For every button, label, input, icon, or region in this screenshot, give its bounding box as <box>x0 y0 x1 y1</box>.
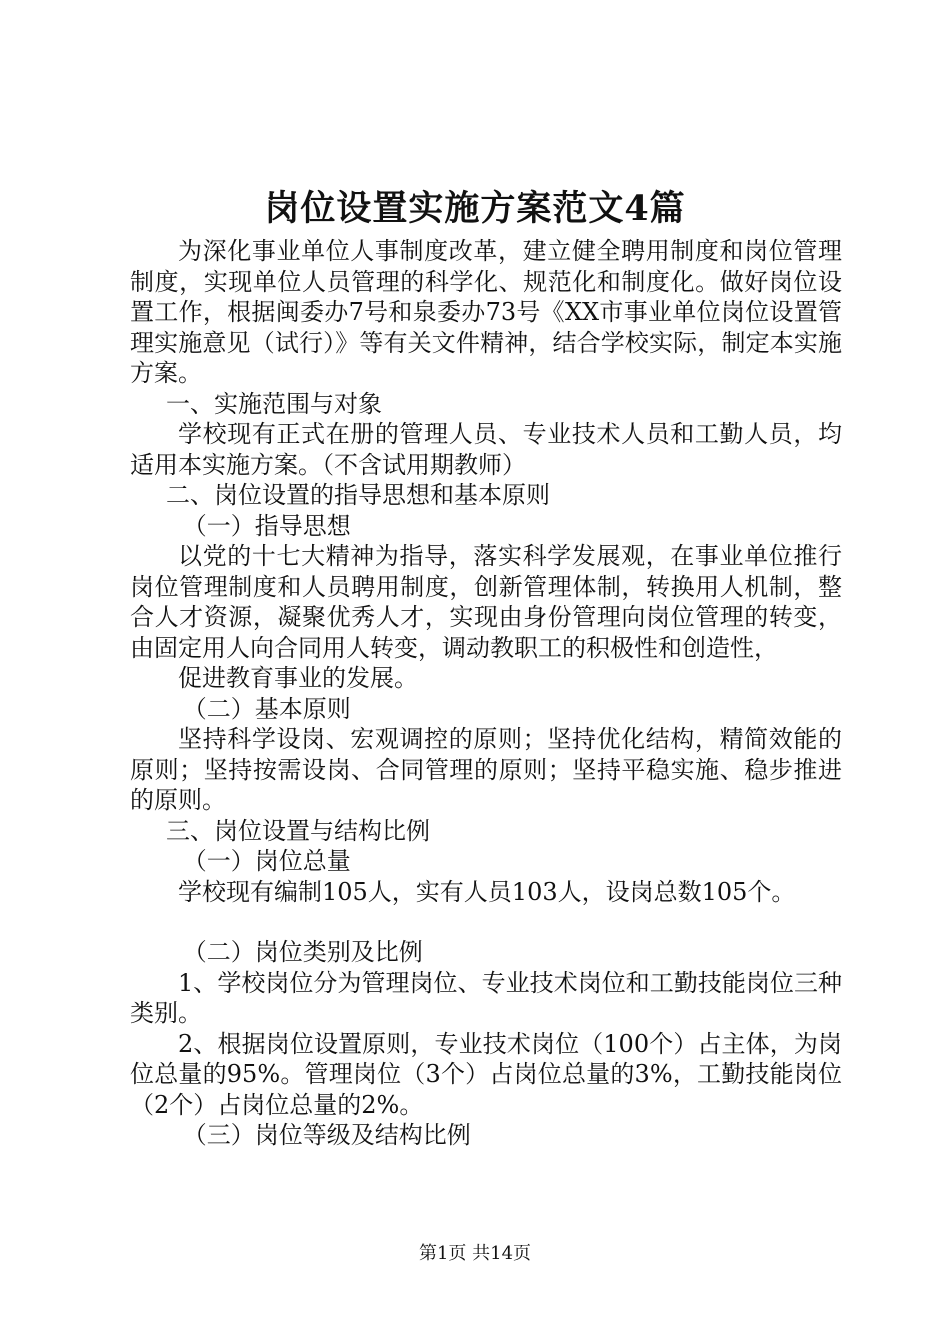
document-title: 岗位设置实施方案范文4篇 <box>264 188 686 229</box>
scope-paragraph: 学校现有正式在册的管理人员、专业技术人员和工勤人员，均适用本实施方案。（不含试用期教师） <box>130 420 842 479</box>
intro-paragraph: 为深化事业单位人事制度改革，建立健全聘用制度和岗位管理制度，实现单位人员管理的科学化、规范化和制度化。做好岗位设置工作，根据闽委办7号和泉委办73号《XX市事业单位岗位设置管理实施意见（试行）》等有关文件精神，结合学校实际，制定本实施方案。 <box>130 237 842 387</box>
post-categories-item-2: 2、根据岗位设置原则，专业技术岗位（100个）占主体，为岗位总量的95%。管理岗位（3个）占岗位总量的3%，工勤技能岗位（2个）占岗位总量的2%。 <box>130 1029 842 1119</box>
section-heading-3: 三、岗位设置与结构比例 <box>166 816 430 845</box>
basic-principles-paragraph: 坚持科学设岗、宏观调控的原则；坚持优化结构，精简效能的原则；坚持按需设岗、合同管理的原则；坚持平稳实施、稳步推进的原则。 <box>130 725 842 814</box>
subsection-heading-basic-principles: （二）基本原则 <box>182 694 351 723</box>
subsection-heading-post-levels: （三）岗位等级及结构比例 <box>182 1121 471 1149</box>
section-heading-2: 二、岗位设置的指导思想和基本原则 <box>166 481 550 509</box>
total-posts-paragraph: 学校现有编制105人，实有人员103人，设岗总数105个。 <box>178 877 796 906</box>
subsection-heading-total-posts: （一）岗位总量 <box>182 847 351 875</box>
page-footer: 第1页 共14页 <box>418 1243 532 1264</box>
section-heading-1: 一、实施范围与对象 <box>166 389 382 418</box>
education-development-line: 促进教育事业的发展。 <box>178 664 418 692</box>
post-categories-item-1: 1、学校岗位分为管理岗位、专业技术岗位和工勤技能岗位三种类别。 <box>130 968 842 1027</box>
subsection-heading-guiding-ideology: （一）指导思想 <box>182 511 351 540</box>
subsection-heading-post-categories: （二）岗位类别及比例 <box>182 938 423 966</box>
guiding-ideology-paragraph: 以党的十七大精神为指导，落实科学发展观，在事业单位推行岗位管理制度和人员聘用制度，创新管理体制，转换用人机制，整合人才资源，凝聚优秀人才，实现由身份管理向岗位管理的转变，由固定用人向合同用人转变，调动教职工的积极性和创造性， <box>130 542 842 662</box>
document-body <box>130 236 842 1151</box>
